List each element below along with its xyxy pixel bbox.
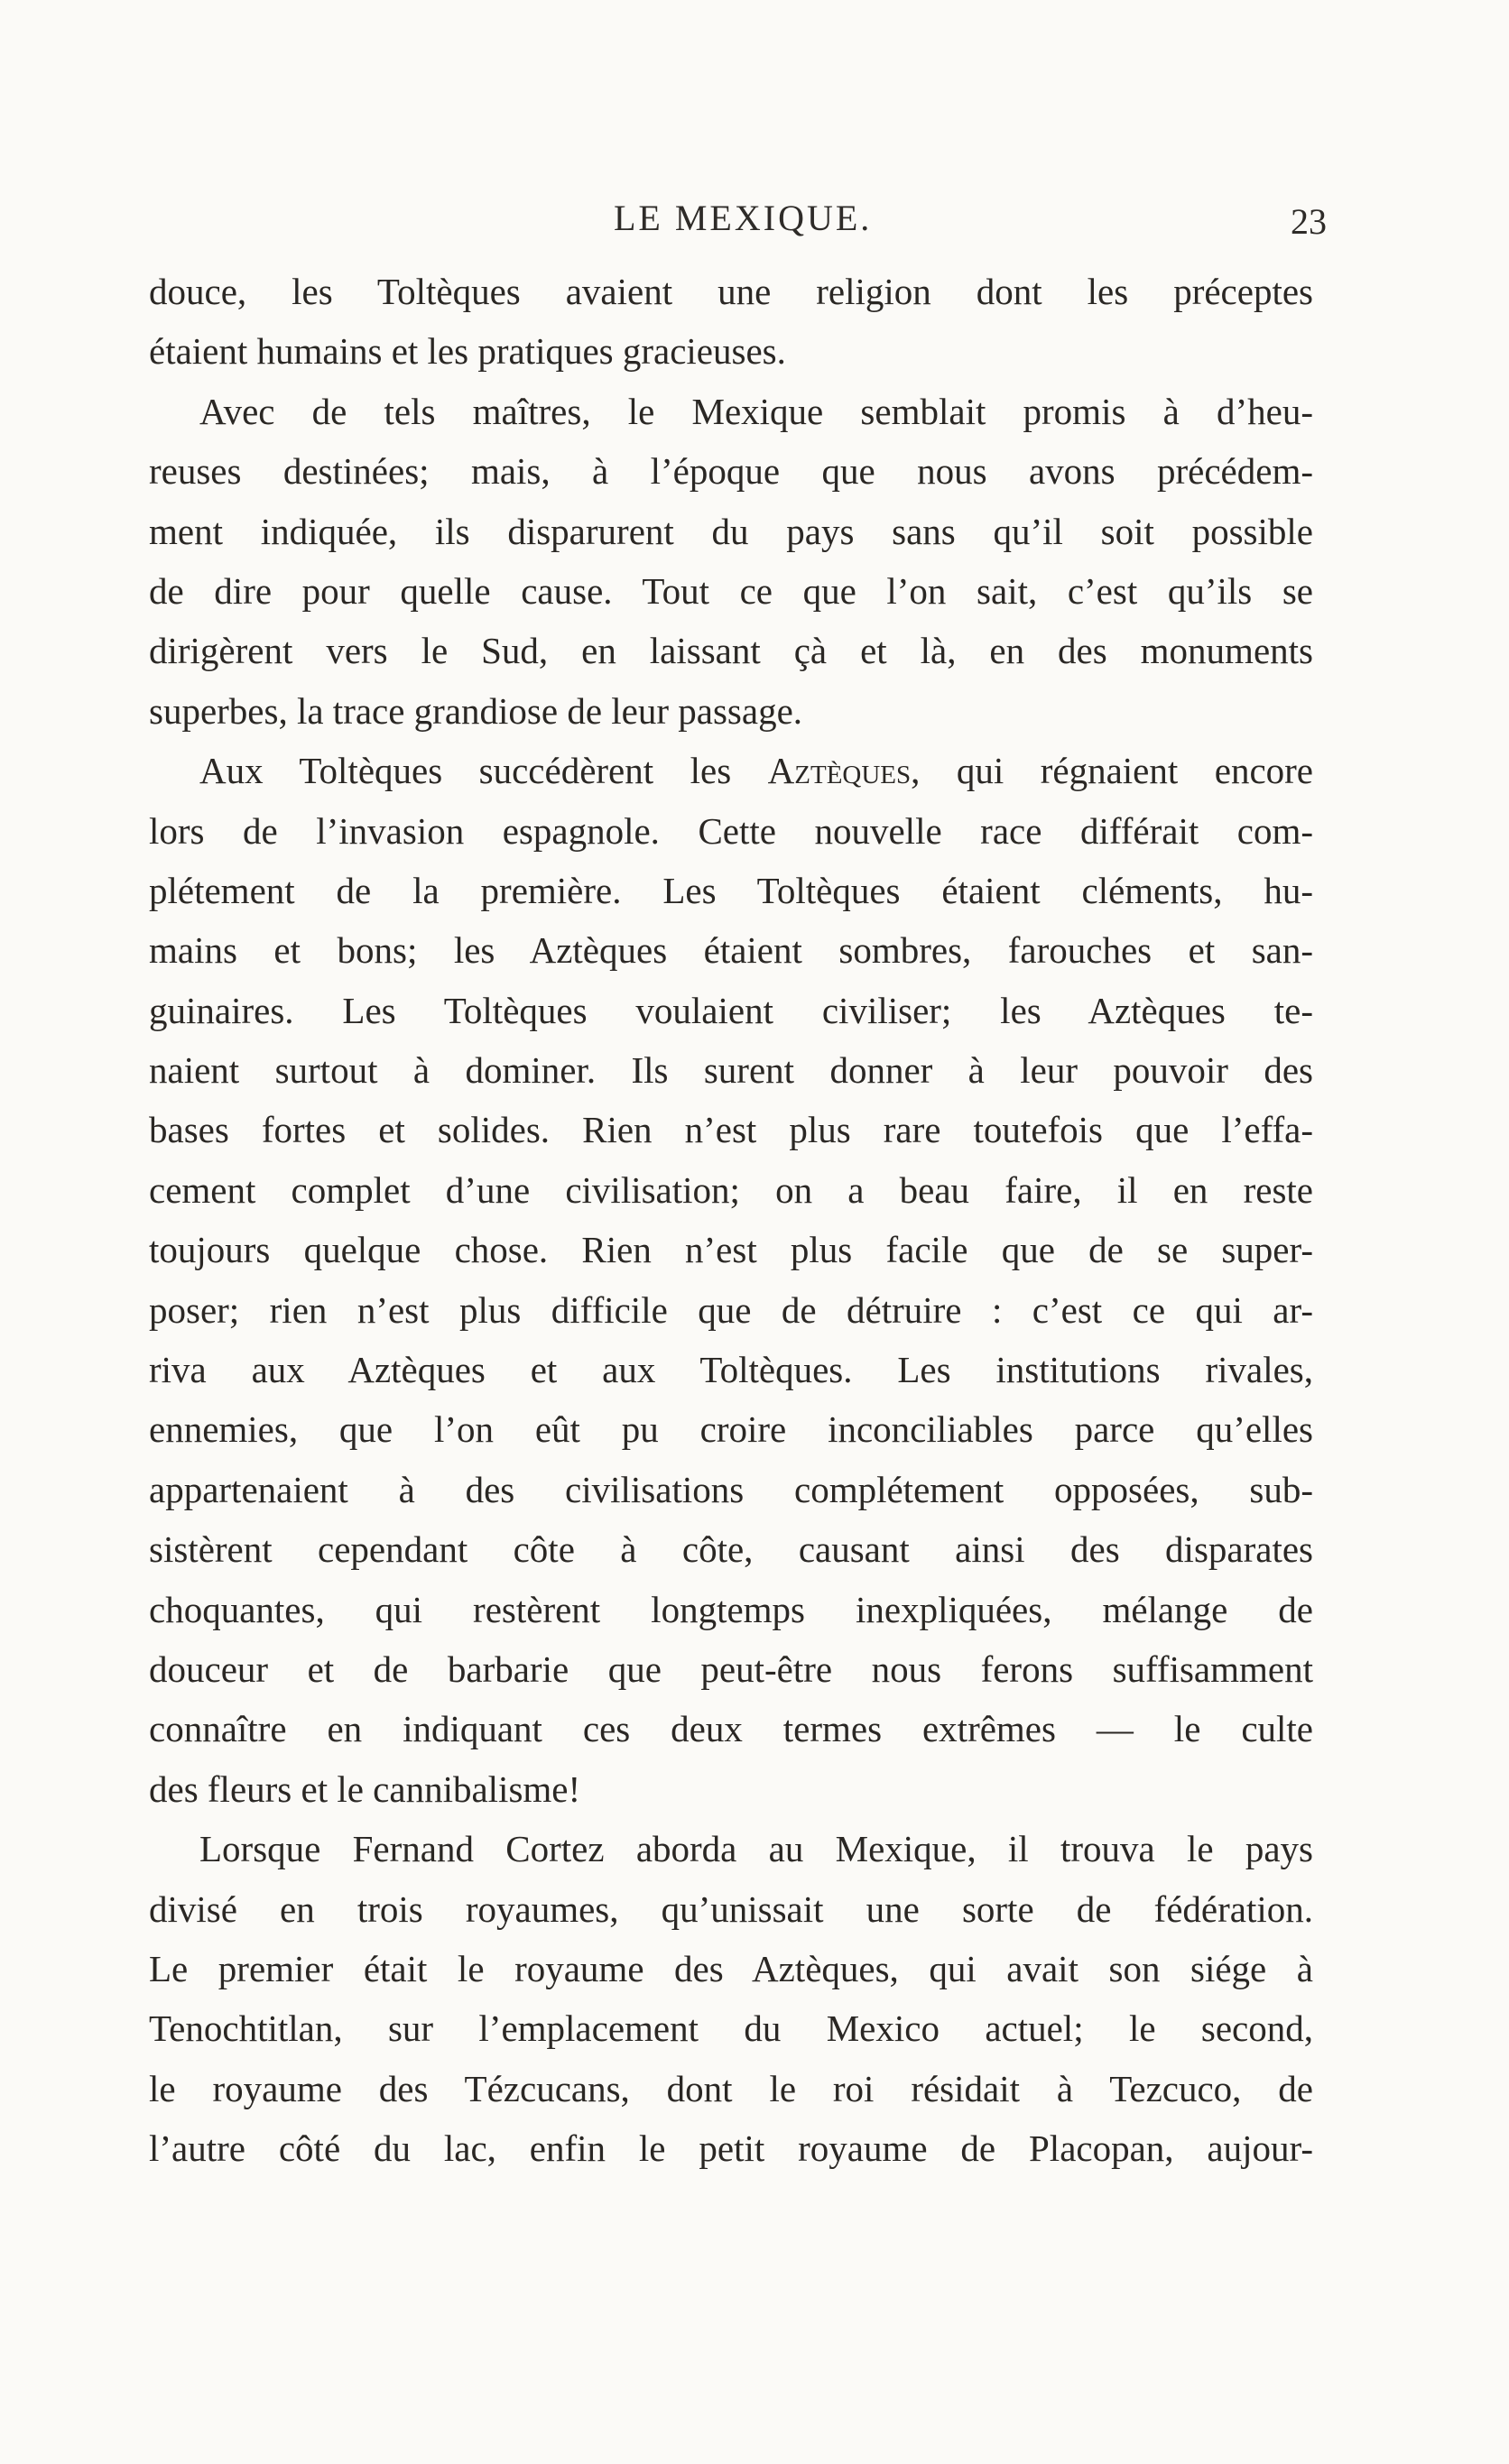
text-line: mains et bons; les Aztèques étaient sombres, farouches et san- [149, 929, 1313, 972]
text-line: ennemies, que l’on eût pu croire inconciliables parce qu’elles [149, 1408, 1313, 1451]
text-line: reuses destinées; mais, à l’époque que nous avons précédem- [149, 450, 1313, 493]
page-header [0, 197, 1509, 251]
text-line: Le premier était le royaume des Aztèques, qui avait son siége à [149, 1947, 1313, 1989]
text-line: superbes, la trace grandiose de leur passage. [149, 689, 803, 732]
text-line: sistèrent cependant côte à côte, causant ainsi des disparates [149, 1528, 1313, 1571]
text-line: connaître en indiquant ces deux termes extrêmes — le culte [149, 1708, 1313, 1750]
text-line: toujours quelque chose. Rien n’est plus facile que de se super- [149, 1229, 1313, 1271]
text-line: étaient humains et les pratiques gracieuses. [149, 330, 786, 373]
text-line: de dire pour quelle cause. Tout ce que l’on sait, c’est qu’ils se [149, 569, 1313, 612]
text-line: choquantes, qui restèrent longtemps inexpliquées, mélange de [149, 1588, 1313, 1630]
text-line: Avec de tels maîtres, le Mexique semblait promis à d’heu- [199, 390, 1313, 432]
text-line: ment indiquée, ils disparurent du pays sans qu’il soit possible [149, 510, 1313, 552]
text-line: guinaires. Les Toltèques voulaient civiliser; les Aztèques te- [149, 989, 1313, 1031]
text-line: plétement de la première. Les Toltèques étaient cléments, hu- [149, 869, 1313, 911]
text-line: Lorsque Fernand Cortez aborda au Mexique, il trouva le pays [199, 1828, 1313, 1870]
text-line-with-smallcaps [149, 741, 1313, 800]
text-line: riva aux Aztèques et aux Toltèques. Les institutions rivales, [149, 1349, 1313, 1391]
text-line: des fleurs et le cannibalisme! [149, 1767, 581, 1810]
text-line: l’autre côté du lac, enfin le petit royaume de Placopan, aujour- [149, 2127, 1313, 2170]
text-line: naient surtout à dominer. Ils surent donner à leur pouvoir des [149, 1049, 1313, 1092]
text-line: cement complet d’une civilisation; on a beau faire, il en reste [149, 1168, 1313, 1211]
running-title: LE MEXIQUE. [614, 198, 873, 238]
page-number: 23 [1291, 201, 1327, 242]
text-line: douce, les Toltèques avaient une religion dont les préceptes [149, 271, 1313, 312]
text-fragment: , qui régnaient encore [911, 750, 1314, 792]
text-fragment: Aux Toltèques succédèrent les [199, 750, 768, 792]
text-line: lors de l’invasion espagnole. Cette nouvelle race différait com- [149, 809, 1313, 852]
text-line: divisé en trois royaumes, qu’unissait une sorte de fédération. [149, 1887, 1313, 1930]
text-line: le royaume des Tézcucans, dont le roi résidait à Tezcuco, de [149, 2067, 1313, 2109]
text-line: dirigèrent vers le Sud, en laissant çà et là, en des monuments [149, 630, 1313, 672]
body-text [149, 262, 1313, 2179]
smallcaps-term: Aztèques [767, 750, 912, 792]
text-line: appartenaient à des civilisations complétement opposées, sub- [149, 1468, 1313, 1510]
text-line: Tenochtitlan, sur l’emplacement du Mexico actuel; le second, [149, 2007, 1313, 2050]
text-line: poser; rien n’est plus difficile que de détruire : c’est ce qui ar- [149, 1288, 1313, 1331]
text-line: douceur et de barbarie que peut-être nous ferons suffisamment [149, 1647, 1313, 1690]
text-line: bases fortes et solides. Rien n’est plus rare toutefois que l’effa- [149, 1109, 1313, 1151]
